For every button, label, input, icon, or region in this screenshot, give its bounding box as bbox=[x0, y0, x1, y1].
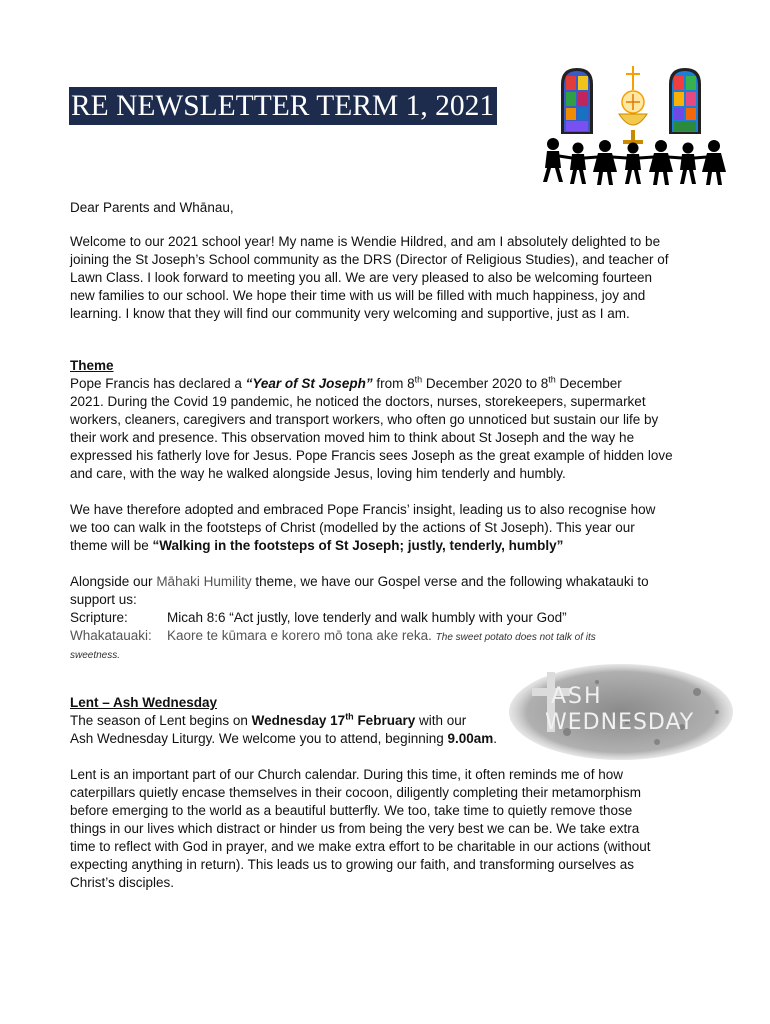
theme-line: and care, with the way he walked alongside Jesus, loving him tenderly and humbly. bbox=[70, 466, 566, 481]
intro-line: Lawn Class. I look forward to meeting you all. We are very pleased to also be welcoming fourteen bbox=[70, 270, 653, 285]
ash-word: ASH bbox=[551, 684, 603, 709]
lent-line: expecting anything in return). This leads us to growing our faith, and transforming ourselves as bbox=[70, 857, 635, 872]
lent-line: things in our lives which distract or hinder us from being the very best we can be. We take extra bbox=[70, 821, 640, 836]
lent-line: The season of Lent begins on Wednesday 17th February with our bbox=[70, 711, 467, 728]
wednesday-word: WEDNESDAY bbox=[545, 710, 695, 735]
theme-line: expressed his fatherly love for Jesus. Pope Francis sees Joseph as the great example of hidden love bbox=[70, 448, 673, 463]
theme-line: theme will be “Walking in the footsteps of St Joseph; justly, tenderly, humbly” bbox=[70, 538, 564, 553]
theme-line: We have therefore adopted and embraced Pope Francis’ insight, leading us to also recognise how bbox=[70, 502, 656, 517]
lent-line: before emerging to the world as a beautiful butterfly. We too, take time to quietly remove those bbox=[70, 803, 633, 818]
intro-line: Welcome to our 2021 school year! My name is Wendie Hildred, and am I absolutely delighted to be bbox=[70, 234, 661, 249]
theme-line: Pope Francis has declared a “Year of St Joseph” from 8th December 2020 to 8th December bbox=[70, 374, 622, 391]
theme-line: we too can walk in the footsteps of Christ (modelled by the actions of St Joseph). This year our bbox=[70, 520, 635, 535]
lent-line: Lent is an important part of our Church calendar. During this time, it often reminds me of how bbox=[70, 767, 624, 782]
page-title: RE NEWSLETTER TERM 1, 2021 bbox=[69, 87, 497, 125]
intro-line: joining the St Joseph’s School community as the DRS (Director of Religious Studies), and teacher of bbox=[70, 252, 669, 267]
theme-line: their work and presence. This observation moved him to think about St Joseph and the way he bbox=[70, 430, 635, 445]
lent-line: caterpillars quietly encase themselves in their cocoon, diligently completing their metamorphism bbox=[70, 785, 642, 800]
lent-heading: Lent – Ash Wednesday bbox=[70, 695, 218, 710]
theme-line: 2021. During the Covid 19 pandemic, he noticed the doctors, nurses, storekeepers, supermarket bbox=[70, 394, 646, 409]
intro-paragraph bbox=[70, 233, 710, 323]
whakatauki-translation: sweetness. bbox=[70, 650, 121, 661]
theme-heading: Theme bbox=[70, 358, 114, 373]
greeting: Dear Parents and Whānau, bbox=[70, 200, 234, 215]
lent-line: time to reflect with God in prayer, and we make extra effort to be charitable in our actions (without bbox=[70, 839, 651, 854]
theme-line: Alongside our Māhaki Humility theme, we have our Gospel verse and the following whakatauki to bbox=[70, 574, 649, 589]
theme-line: support us: bbox=[70, 592, 137, 607]
theme-line: workers, cleaners, caregivers and transport workers, who often go unnoticed but sustain our life by bbox=[70, 412, 659, 427]
intro-line: learning. I know that they will find our community very welcoming and supportive, just as I am. bbox=[70, 306, 630, 321]
scripture-line: Scripture: Micah 8:6 “Act justly, love tenderly and walk humbly with your God” bbox=[70, 610, 567, 625]
intro-line: new families to our school. We hope their time with us will be filled with much happiness, joy and bbox=[70, 288, 646, 303]
theme-section bbox=[70, 357, 710, 665]
lent-line: Ash Wednesday Liturgy. We welcome you to attend, beginning 9.00am. bbox=[70, 731, 498, 746]
whakatauki-line: Whakatauaki: Kaore te kūmara e korero mō tona ake reka. The sweet potato does not talk of its bbox=[70, 628, 596, 643]
church-children-logo bbox=[533, 64, 733, 189]
lent-line: Christ’s disciples. bbox=[70, 875, 175, 890]
lent-section bbox=[70, 694, 710, 892]
